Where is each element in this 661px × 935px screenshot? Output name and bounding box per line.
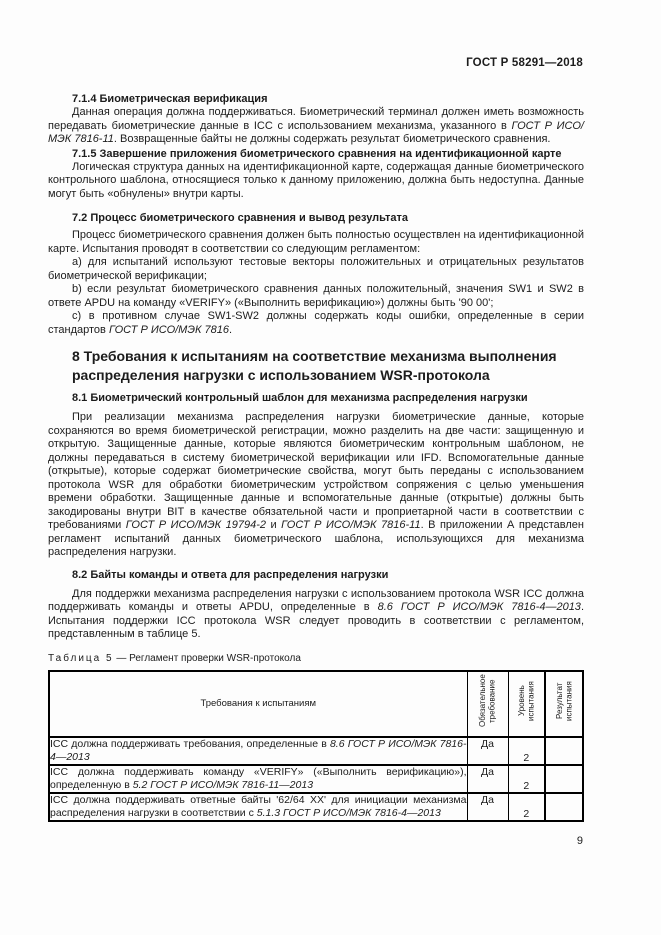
table-row (49, 737, 583, 765)
page-content (48, 92, 584, 847)
level-cell: 2 (508, 765, 545, 793)
column-header-mandatory: Обязательное требование (467, 671, 508, 737)
requirement-cell: ICC должна поддерживать требования, определенные в 8.6 ГОСТ Р ИСО/МЭК 7816-4—2013 (50, 737, 467, 763)
table-5-caption (48, 653, 584, 664)
table-5 (48, 670, 584, 822)
paragraph-7-1-5: Логическая структура данных на идентификационной карте, содержащая данные биометрического контрольного шаблона, относящиеся только к данному приложению, должна быть недоступна. Данные могут быть «обнулены» внутри карты. (48, 160, 584, 200)
column-header-result: Результат испытания (545, 671, 583, 737)
table-caption-label: Таблица 5 (48, 652, 114, 664)
column-header-level: Уровень испытания (508, 671, 545, 737)
table-caption-title: Регламент проверки WSR-протокола (129, 652, 301, 664)
table-header-row (49, 671, 583, 737)
heading-8-1: 8.1 Биометрический контрольный шаблон для механизма распределения нагрузки (72, 392, 528, 404)
paragraph-8-1: При реализации механизма распределения нагрузки биометрические данные, которые сохраняются во время биометрической регистрации, можно разделить на две части: защищенную и открытую. Защищенные данные, которые являются биометрическим контрольным шаблоном, не должны передаваться в систему биометрической верификации или IFD. Вспомогательные данные (открытые), которые содержат биометрические свойства, могут быть переданы с использованием протокола WSR для обработки биометрическим устройством сопряжения с целью уменьшения времени обработки. Защищенные данные и вспомогательные данные (открытые) должны быть закодированы внутри BIT в качестве обязательной части и проприетарной части в соответствии с требованиями ГОСТ Р ИСО/МЭК 19794-2 и ГОСТ Р ИСО/МЭК 7816-11. В приложении А представлен регламент испытаний данных биометрического шаблона, использующихся для механизма распределения нагрузки. (48, 411, 584, 558)
level-cell: 2 (508, 793, 545, 821)
table-row (49, 793, 583, 821)
heading-7-1-4: 7.1.4 Биометрическая верификация (72, 93, 268, 105)
result-cell (545, 765, 583, 793)
doc-code-header: ГОСТ Р 58291—2018 (466, 57, 583, 69)
table-caption-dash: — (116, 652, 127, 664)
mandatory-cell: Да (467, 765, 508, 793)
result-cell (545, 737, 583, 765)
result-cell (545, 793, 583, 821)
list-item-b: b) если результат биометрического сравнения данных положительный, значения SW1 и SW2 в ответе APDU на команду «VERIFY» («Выполнить верификацию») должны быть '90 00'; (48, 283, 584, 309)
table-row (49, 765, 583, 793)
heading-8: 8 Требования к испытаниям на соответствие механизма выполнения распределения нагрузки с использованием WSR-протокола (72, 348, 557, 383)
heading-7-1-5: 7.1.5 Завершение приложения биометрического сравнения на идентификационной карте (72, 147, 562, 160)
requirement-cell: ICC должна поддерживать команду «VERIFY» («Выполнить верификацию»), определенную в 5.2 ГОСТ Р ИСО/МЭК 7816-11—2013 (50, 765, 467, 791)
list-item-c: с) в противном случае SW1-SW2 должны содержать коды ошибки, определенные в серии стандартов ГОСТ Р ИСО/МЭК 7816. (48, 310, 584, 336)
column-header-requirements: Требования к испытаниям (49, 671, 467, 737)
paragraph-8-2: Для поддержки механизма распределения нагрузки с использованием протокола WSR ICC должна поддерживать команды и ответы APDU, определенные в 8.6 ГОСТ Р ИСО/МЭК 7816-4—2013. Испытания поддержки ICC протокола WSR следует проводить в соответствии с регламентом, представленным в таблице 5. (48, 587, 584, 640)
list-item-a: а) для испытаний используют тестовые векторы положительных и отрицательных результатов биометрической верификации; (48, 256, 584, 282)
level-cell: 2 (508, 737, 545, 765)
page-number: 9 (576, 834, 583, 847)
mandatory-cell: Да (467, 793, 508, 821)
table-body (49, 737, 583, 821)
mandatory-cell: Да (467, 737, 508, 765)
paragraph-7-2-intro: Процесс биометрического сравнения должен быть полностью осуществлен на идентификационной карте. Испытания проводят в соответствии со следующим регламентом: (48, 229, 584, 255)
paragraph-7-1-4: Данная операция должна поддерживаться. Биометрический терминал должен иметь возможность передавать биометрические данные в ICC с использованием механизма, указанного в ГОСТ Р ИСО/МЭК 7816-11. Возвращенные байты не должны содержать результат биометрического сравнения. (48, 106, 584, 145)
heading-7-2: 7.2 Процесс биометрического сравнения и вывод результата (72, 212, 408, 224)
heading-8-2: 8.2 Байты команды и ответа для распределения нагрузки (72, 568, 389, 581)
requirement-cell: ICC должна поддерживать ответные байты '62/64 XX' для инициации механизма распределения нагрузки в соответствии с 5.1.3 ГОСТ Р ИСО/МЭК 7816-4—2013 (50, 793, 467, 819)
